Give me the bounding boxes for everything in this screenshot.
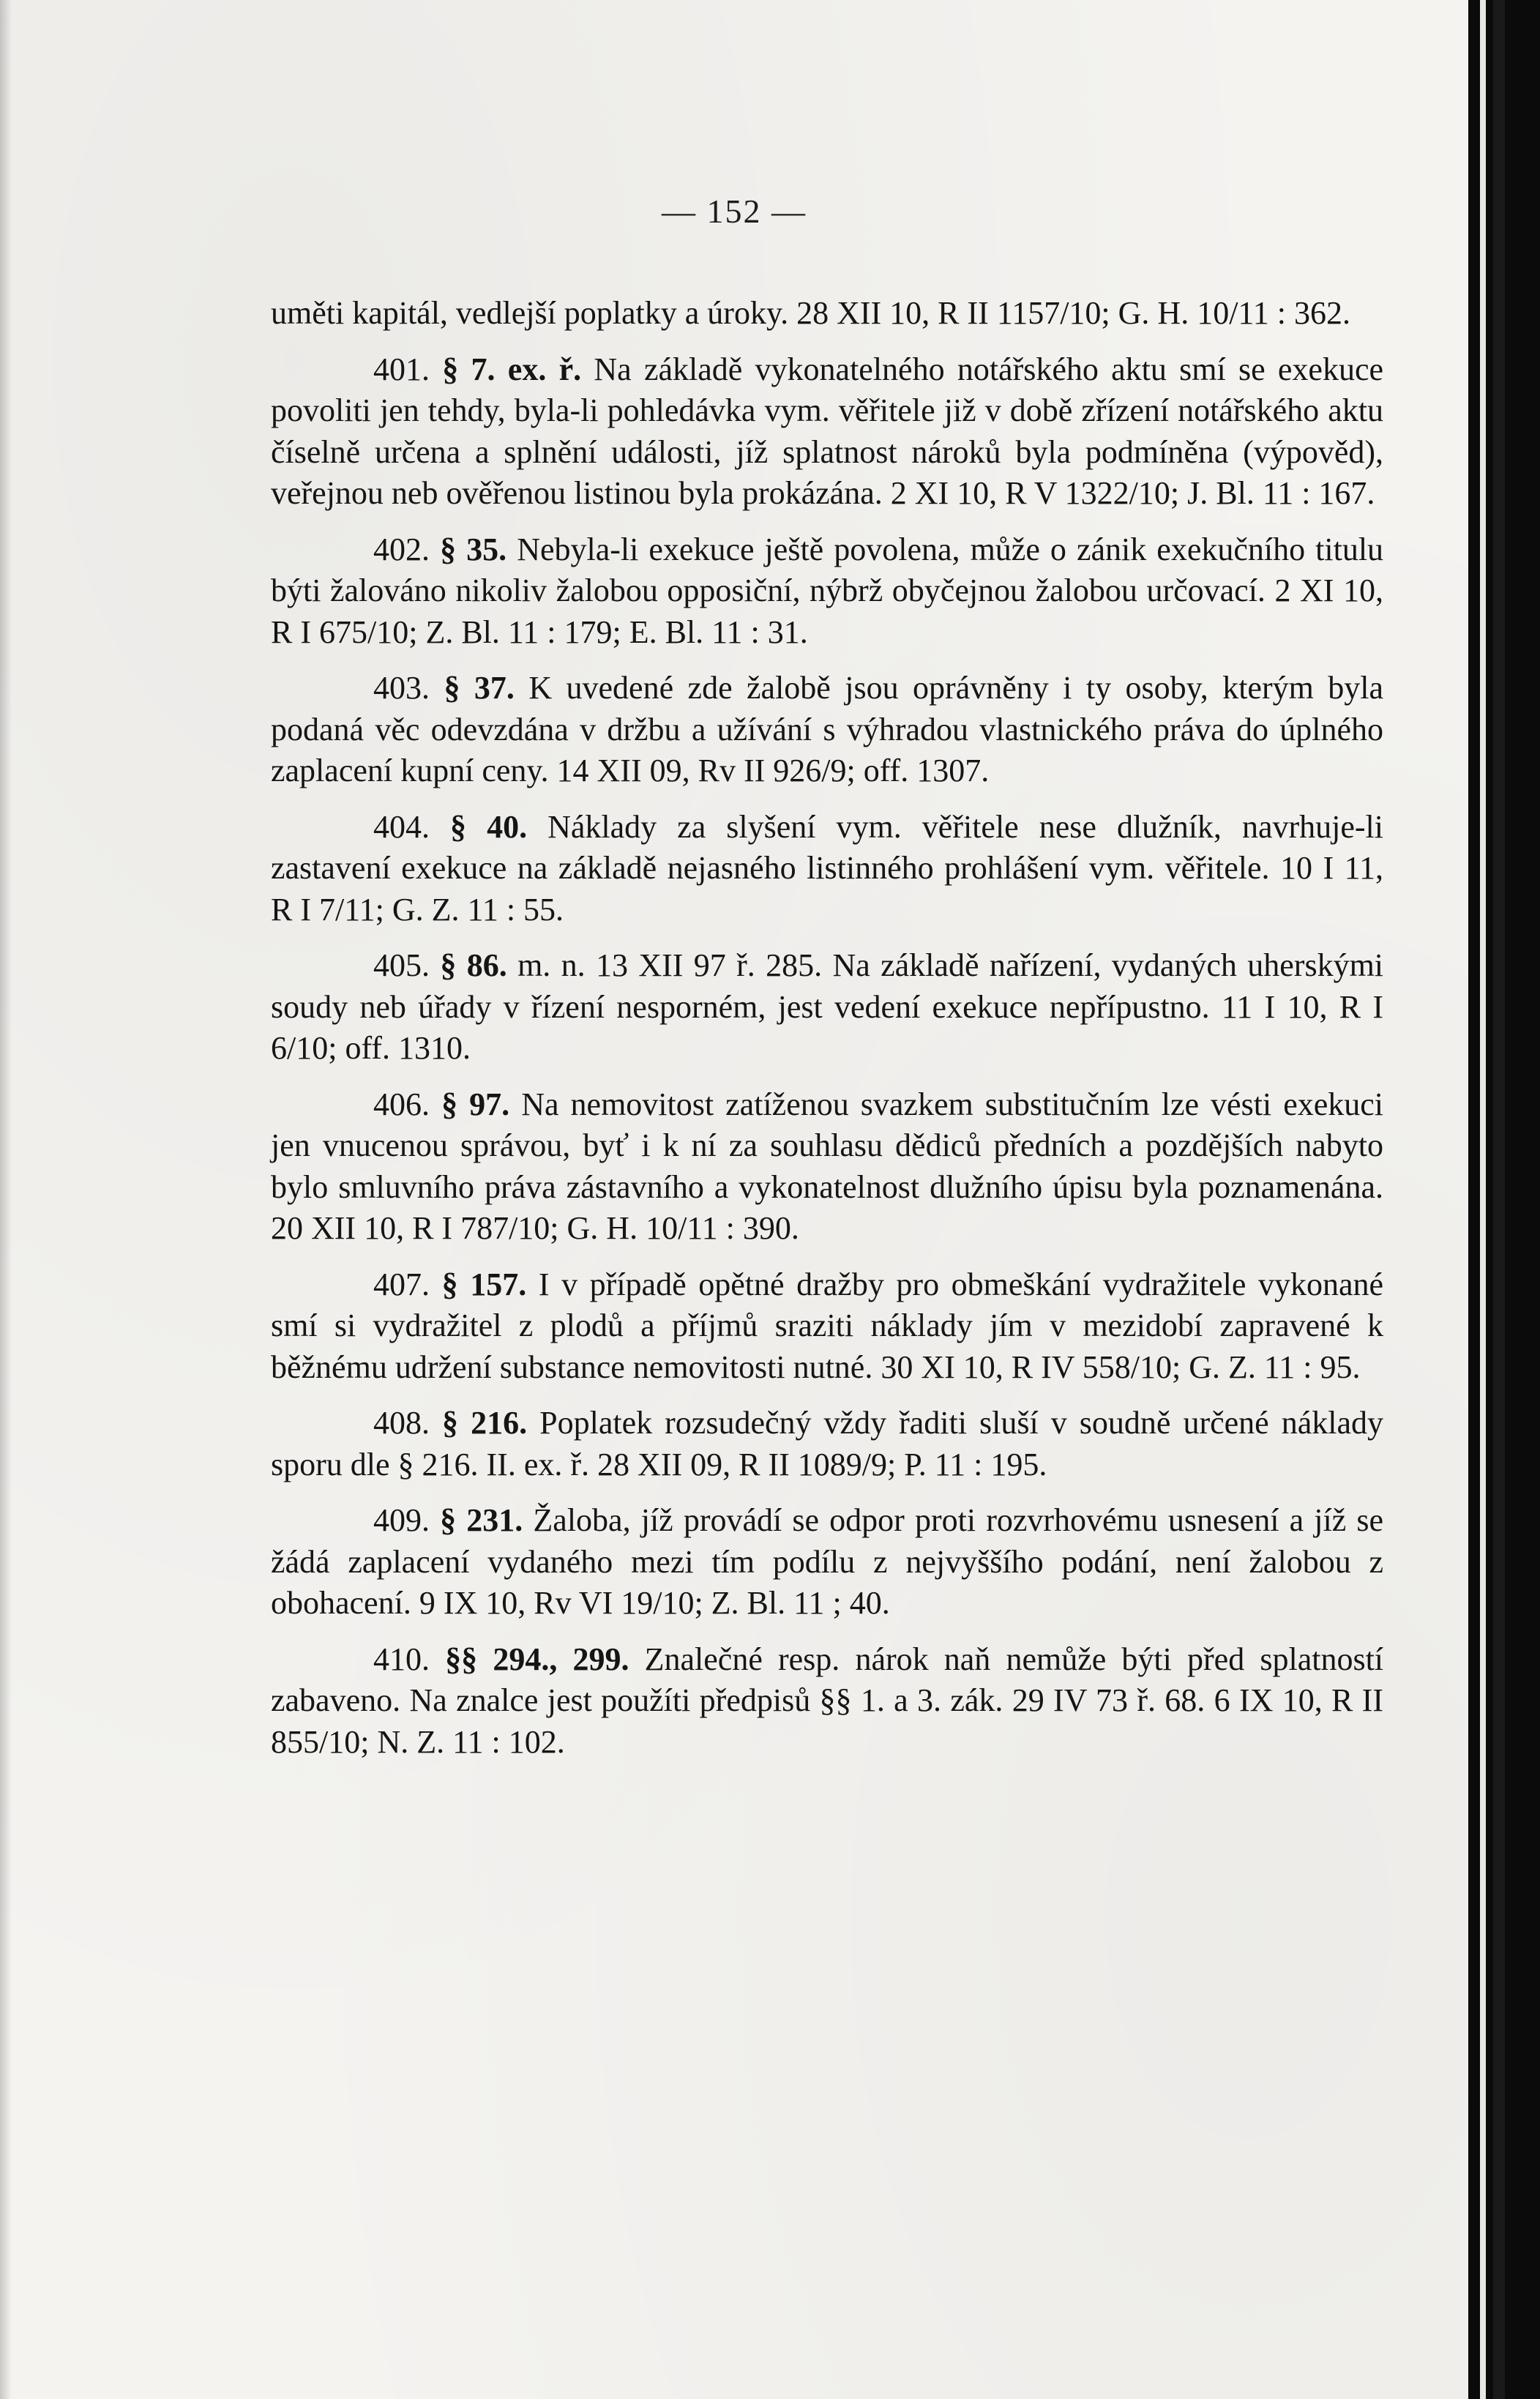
paragraph-text: I v případě opětné dražby pro obmeškání vydražitele vykonané smí si vydražitel z plodů a příjmů sraziti náklady jím v mezidobí zapravené k běžnému udržení substance nemovitosti nutné. 30 XI 10, R IV 558/10; G. Z. 11 : 95.: [271, 1266, 1384, 1385]
section-reference: 216.: [471, 1405, 528, 1441]
paragraph-text: Na základě vykonatelného notářského aktu smí se exekuce povoliti jen tehdy, byla-li pohledávka vym. věřitele již v době zřízení notářského aktu číselně určena a splnění události, jíž splatnost nároků byla podmíněna (výpověd), veřejnou neb ověřenou listinou byla prokázána. 2 XI 10, R V 1322/10; J. Bl. 11 : 167.: [271, 351, 1384, 511]
entry-number: 408.: [373, 1405, 430, 1441]
paragraph-408: [271, 1403, 1383, 1485]
entry-number: 406.: [373, 1086, 430, 1122]
section-sign: §: [450, 808, 467, 845]
paragraph-text: K uvedené zde žalobě jsou oprávněny i ty osoby, kterým byla podaná věc odevzdána v držbu a užívání s výhradou vlastnického práva do úplného zaplacení kupní ceny. 14 XII 09, Rv II 926/9; off. 1307.: [271, 670, 1384, 788]
entry-number: 407.: [373, 1266, 430, 1302]
section-sign: §: [442, 1405, 459, 1441]
section-reference: 231.: [466, 1502, 523, 1538]
section-sign: §: [440, 947, 457, 983]
entry-number: 405.: [373, 947, 430, 983]
section-reference: 37.: [474, 670, 515, 706]
section-sign: §§: [445, 1641, 478, 1677]
entry-number: 410.: [373, 1641, 430, 1677]
paragraph-continuation: [271, 293, 1383, 335]
paragraph-text: Žaloba, jíž provádí se odpor proti rozvrhovému usnesení a jíž se žádá zaplacení vydaného mezi tím podílu z nejvyššího podání, není žalobou z obohacení. 9 IX 10, Rv VI 19/10; Z. Bl. 11 ; 40.: [271, 1502, 1384, 1621]
paragraph-410: [271, 1639, 1383, 1764]
section-reference: 7. ex. ř.: [471, 351, 582, 387]
left-edge-shadow: [0, 0, 12, 2399]
entry-number: 409.: [373, 1502, 430, 1538]
scan-edge-strip: [1480, 0, 1486, 2399]
section-reference: 86.: [466, 947, 507, 983]
entry-number: 403.: [373, 670, 430, 706]
paragraph-text: Poplatek rozsudečný vždy řaditi sluší v soudně určené náklady sporu dle § 216. II. ex. ř. 28 XII 09, R II 1089/9; P. 11 : 195.: [271, 1405, 1384, 1482]
section-sign: §: [440, 531, 457, 567]
paragraph-text: m. n. 13 XII 97 ř. 285. Na základě nařízení, vydaných uherskými soudy neb úřady v řízení nesporném, jest vedení exekuce nepřípustno. 11 I 10, R I 6/10; off. 1310.: [271, 947, 1384, 1066]
section-reference: 35.: [466, 531, 507, 567]
entry-number: 401.: [373, 351, 430, 387]
paragraph-text: Znalečné resp. nárok naň nemůže býti před splatností zabaveno. Na znalce jest použíti předpisů §§ 1. a 3. zák. 29 IV 73 ř. 68. 6 IX 10, R II 855/10; N. Z. 11 : 102.: [271, 1641, 1384, 1760]
paragraph-text: Nebyla-li exekuce ještě povolena, může o zánik exekučního titulu býti žalováno nikoliv žalobou opposiční, nýbrž obyčejnou žalobou určovací. 2 XI 10, R I 675/10; Z. Bl. 11 : 179; E. Bl. 11 : 31.: [271, 531, 1384, 650]
paragraph-text: Náklady za slyšení vym. věřitele nese dlužník, navrhuje-li zastavení exekuce na základě nejasného listinného prohlášení vym. věřitele. 10 I 11, R I 7/11; G. Z. 11 : 55.: [271, 808, 1383, 928]
section-sign: §: [441, 1266, 458, 1302]
scan-edge-dark-strip: [1493, 0, 1505, 2399]
page-number: — 152 —: [662, 193, 807, 230]
section-reference: 157.: [470, 1266, 527, 1302]
paragraph-text: Na nemovitost zatíženou svazkem substitučním lze vésti exekuci jen vnucenou správou, byť i k ní za souhlasu dědiců předních a pozdějších nabyto bylo smluvního práva zástavního a vykonatelnost dlužního úpisu byla poznamenána. 20 XII 10, R I 787/10; G. H. 10/11 : 390.: [271, 1086, 1384, 1246]
text-block: [271, 293, 1383, 1777]
paragraph-407: [271, 1264, 1383, 1389]
paragraph-401: [271, 349, 1383, 515]
section-sign: §: [440, 1502, 457, 1538]
section-sign: §: [441, 1086, 458, 1122]
section-reference: 97.: [469, 1086, 510, 1122]
paragraph-404: [271, 807, 1383, 931]
entry-number: 404.: [373, 808, 430, 845]
section-sign: §: [444, 670, 460, 706]
paragraph-405: [271, 945, 1383, 1070]
paragraph-403: [271, 668, 1383, 792]
entry-number: 402.: [373, 531, 430, 567]
section-reference: 294., 299.: [493, 1641, 629, 1677]
paragraph-402: [271, 529, 1383, 654]
paragraph-406: [271, 1084, 1383, 1250]
section-sign: §: [442, 351, 459, 387]
paragraph-409: [271, 1500, 1383, 1624]
section-reference: 40.: [487, 808, 528, 845]
paragraph-text: uměti kapitál, vedlejší poplatky a úroky. 28 XII 10, R II 1157/10; G. H. 10/11 : 362.: [271, 295, 1351, 331]
